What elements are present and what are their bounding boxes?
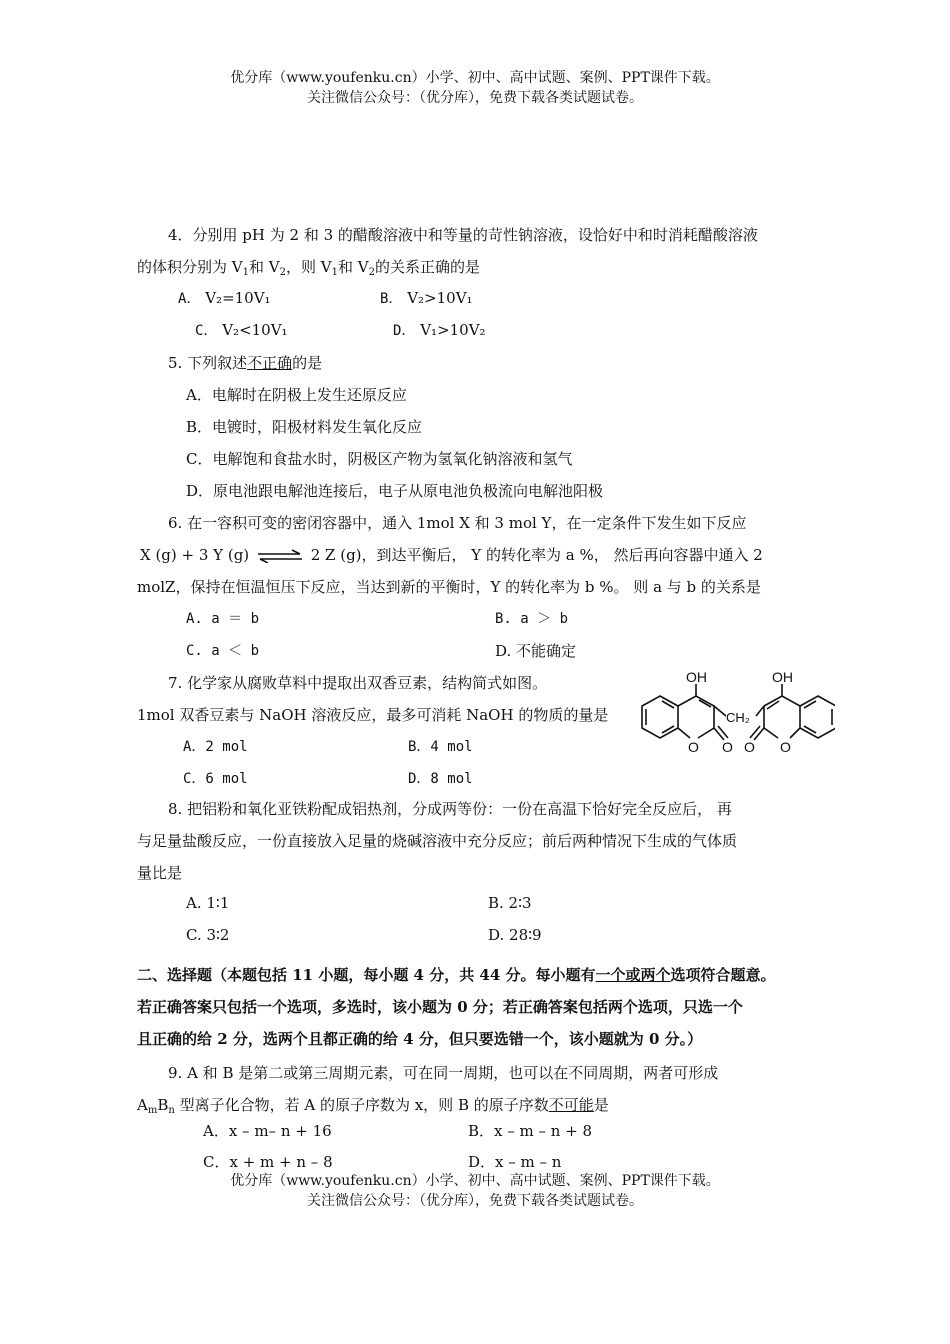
q7-option-c: C．6 mol — [183, 771, 248, 787]
q6-equation-line — [140, 544, 763, 565]
q6-option-c: C. a ＜ b — [186, 643, 260, 659]
q5-stem: 5. 下列叙述不正确的是 — [168, 354, 323, 372]
q4-option-b: B． V₂>10V₁ — [380, 289, 473, 307]
q4-stem-line-2: 的体积分别为 $V_1$和 $V_2$，则 $V_1$和 $V_2$的关系正确的是 — [137, 258, 480, 278]
left-ring-oxygen: O — [688, 739, 699, 755]
q8-stem-line-1: 8. 把铝粉和氧化亚铁粉配成铝热剂，分成两等份：一份在高温下恰好完全反应后， 再 — [168, 800, 732, 818]
q4-option-a: A． V₂=10V₁ — [178, 289, 271, 307]
q9-option-c: C．x + m + n – 8 — [203, 1153, 333, 1171]
left-benzene-ring — [642, 696, 678, 738]
right-ring-oxygen: O — [780, 739, 791, 755]
q8-option-a: A. 1∶1 — [186, 894, 230, 912]
header-line-2: 关注微信公众号：（优分库），免费下载各类试题试卷。 — [307, 90, 643, 106]
section-2-heading-line-3: 且正确的给 2 分，选两个且都正确的给 4 分，但只要选错一个，该小题就为 0 分。） — [137, 1030, 703, 1048]
q4-option-c: C． V₂<10V₁ — [195, 321, 288, 339]
q5-option-a: A．电解时在阴极上发生还原反应 — [186, 386, 407, 404]
q7-stem-line-2: 1mol 双香豆素与 NaOH 溶液反应，最多可消耗 NaOH 的物质的量是 — [137, 706, 609, 724]
right-carbonyl-oxygen: O — [744, 739, 755, 755]
q5-option-b: B．电镀时，阳极材料发生氧化反应 — [186, 418, 423, 436]
q6-equation-right: 2 Z (g)，到达平衡后， Y 的转化率为 a %， 然后再向容器中通入 2 — [310, 546, 763, 564]
q6-stem-line-1: 6. 在一容积可变的密闭容器中，通入 1mol X 和 3 mol Y，在一定条件下发生如下反应 — [168, 514, 747, 532]
right-benzene-ring — [800, 696, 835, 738]
ch2-label: CH₂ — [726, 710, 750, 725]
right-oh-label: OH — [772, 669, 793, 685]
q9-option-d: D．x – m – n — [468, 1153, 562, 1171]
q6-option-d: D. 不能确定 — [495, 642, 577, 660]
q9-option-b: B．x – m – n + 8 — [468, 1122, 593, 1140]
dicoumarol-structure — [640, 666, 835, 766]
q8-option-c: C. 3∶2 — [186, 926, 230, 944]
left-oh-label: OH — [686, 669, 707, 685]
q9-stem-line-1: 9. A 和 B 是第二或第三周期元素，可在同一周期，也可以在不同周期，两者可形成 — [168, 1064, 719, 1082]
q8-option-b: B. 2∶3 — [488, 894, 532, 912]
q5-option-d: D．原电池跟电解池连接后，电子从原电池负极流向电解池阳极 — [186, 482, 604, 500]
section-2-heading-line-2: 若正确答案只包括一个选项，多选时，该小题为 0 分；若正确答案包括两个选项，只选一个 — [137, 998, 743, 1016]
q8-stem-line-3: 量比是 — [137, 864, 183, 882]
q9-option-a: A．x – m– n + 16 — [203, 1122, 332, 1140]
footer-line-2: 关注微信公众号：（优分库），免费下载各类试题试卷。 — [307, 1193, 643, 1209]
left-carbonyl-oxygen: O — [722, 739, 733, 755]
q8-stem-line-2: 与足量盐酸反应，一份直接放入足量的烧碱溶液中充分反应；前后两种情况下生成的气体质 — [137, 832, 738, 850]
q7-stem-line-1: 7. 化学家从腐败草料中提取出双香豆素，结构简式如图。 — [168, 674, 548, 692]
equilibrium-arrow-icon — [256, 549, 304, 563]
footer-line-1: 优分库（www.youfenku.cn）小学、初中、高中试题、案例、PPT课件下载。 — [230, 1173, 720, 1189]
section-2-heading-line-1: 二、选择题（本题包括 11 小题，每小题 4 分，共 44 分。每小题有一个或两个选项符合题意。 — [137, 966, 776, 984]
q6-option-b: B. a ＞ b — [495, 611, 569, 627]
right-pyranone-ring — [764, 696, 800, 706]
q7-option-d: D．8 mol — [408, 771, 473, 787]
q6-stem-line-3: molZ，保持在恒温恒压下反应，当达到新的平衡时，Y 的转化率为 b %。 则 a 与 b 的关系是 — [137, 578, 761, 596]
q9-stem-line-2: $A_mB_n$ 型离子化合物，若 A 的原子序数为 x，则 B 的原子序数不可能是 — [137, 1096, 609, 1116]
q5-option-c: C．电解饱和食盐水时，阴极区产物为氢氧化钠溶液和氢气 — [186, 450, 573, 468]
q7-option-b: B．4 mol — [408, 739, 473, 755]
q8-option-d: D. 28∶9 — [488, 926, 542, 944]
q4-option-d: D． V₁>10V₂ — [393, 321, 486, 339]
q6-option-a: A. a ＝ b — [186, 611, 260, 627]
q6-equation-left: X (g) + 3 Y (g) — [140, 546, 250, 564]
header-line-1: 优分库（www.youfenku.cn）小学、初中、高中试题、案例、PPT课件下载。 — [230, 70, 720, 86]
q4-stem-line-1: 4．分别用 pH 为 2 和 3 的醋酸溶液中和等量的苛性钠溶液，设恰好中和时消耗醋酸溶液 — [168, 226, 758, 244]
q7-option-a: A．2 mol — [183, 739, 248, 755]
